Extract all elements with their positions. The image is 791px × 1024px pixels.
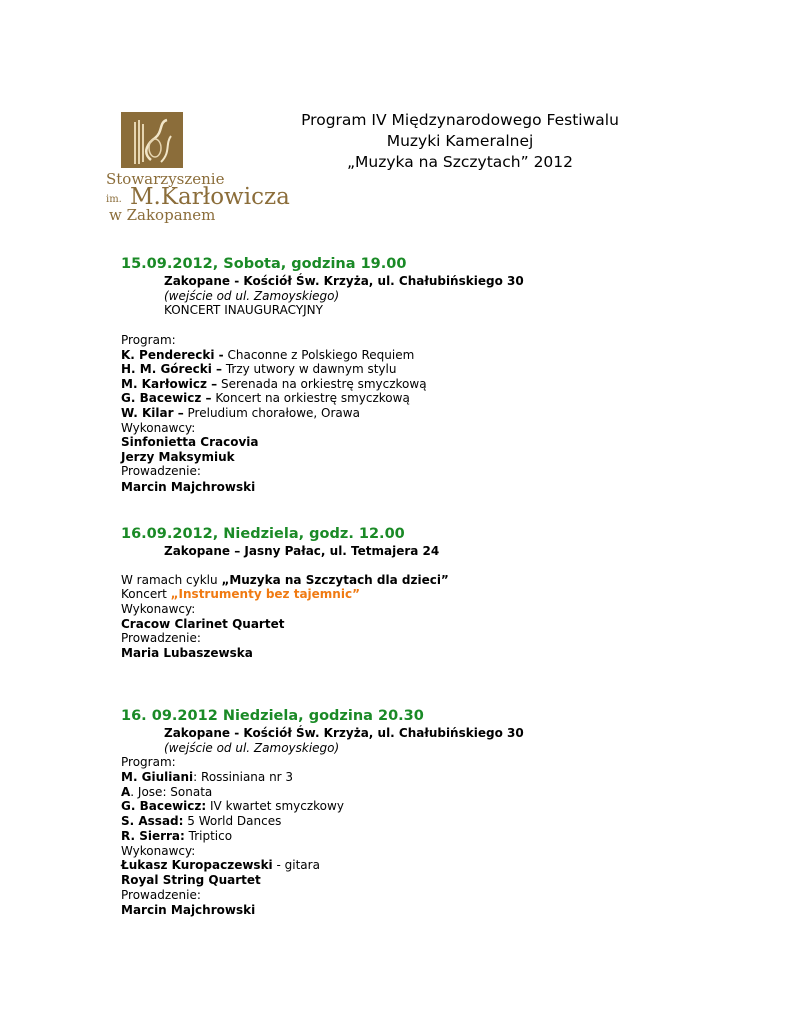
composer: W. Kilar –	[121, 406, 184, 420]
event-1-venue: Zakopane - Kościół Św. Krzyża, ul. Chałubińskiego 30	[164, 274, 524, 288]
performer-name: Łukasz Kuropaczewski	[121, 858, 273, 872]
work: Chaconne z Polskiego Requiem	[223, 348, 415, 362]
composer: M. Giuliani	[121, 770, 194, 784]
event-2-heading: 16.09.2012, Niedziela, godz. 12.00	[121, 526, 405, 542]
composer: G. Bacewicz –	[121, 391, 212, 405]
program-item	[121, 814, 281, 829]
event-3-heading: 16. 09.2012 Niedziela, godzina 20.30	[121, 708, 424, 724]
event-1-concert-title: KONCERT INAUGURACYJNY	[164, 303, 323, 317]
composer: R. Sierra:	[121, 829, 185, 843]
event-3-program-label: Program:	[121, 755, 176, 769]
event-2-host: Maria Lubaszewska	[121, 646, 253, 660]
work: : Rossiniana nr 3	[193, 770, 294, 784]
program-item	[121, 348, 414, 363]
program-item	[121, 799, 344, 814]
work: Trzy utwory w dawnym stylu	[222, 362, 397, 376]
program-item	[121, 785, 212, 800]
program-item	[121, 377, 427, 392]
logo-text-stowarzyszenie: Stowarzyszenie	[106, 170, 225, 188]
composer: H. M. Górecki –	[121, 362, 222, 376]
composer: S. Assad:	[121, 814, 184, 828]
event-1-entrance: (wejście od ul. Zamoyskiego)	[164, 289, 340, 303]
composer: K. Penderecki -	[121, 348, 224, 362]
concert-name: „Instrumenty bez tajemnic”	[170, 587, 360, 601]
event-3-entrance: (wejście od ul. Zamoyskiego)	[164, 741, 340, 755]
logo-text-karlowicza: M.Karłowicza	[130, 184, 290, 210]
composer: G. Bacewicz:	[121, 799, 207, 813]
work: . Jose: Sonata	[130, 785, 213, 799]
logo-text-zakopane: w Zakopanem	[109, 206, 216, 224]
event-1-performer-1: Sinfonietta Cracovia	[121, 435, 259, 449]
cycle-prefix: W ramach cyklu	[121, 573, 222, 587]
work: Koncert na orkiestrę smyczkową	[211, 391, 410, 405]
event-1-performers-label: Wykonawcy:	[121, 421, 196, 435]
composer: M. Karłowicz –	[121, 377, 218, 391]
event-3-performer-1	[121, 858, 320, 873]
title-line-2: Muzyki Kameralnej	[386, 132, 534, 150]
work: IV kwartet smyczkowy	[206, 799, 344, 813]
violin-logo-icon	[121, 112, 183, 168]
title-line-3: „Muzyka na Szczytach” 2012	[346, 153, 574, 171]
performer-role: - gitara	[272, 858, 320, 872]
event-2-performers-label: Wykonawcy:	[121, 602, 196, 616]
event-2-venue: Zakopane – Jasny Pałac, ul. Tetmajera 24	[164, 544, 440, 558]
event-2-cycle	[121, 573, 449, 588]
event-1-performer-2: Jerzy Maksymiuk	[121, 450, 235, 464]
program-item	[121, 406, 360, 421]
program-item	[121, 829, 232, 844]
work: Triptico	[184, 829, 233, 843]
work: Serenada na orkiestrę smyczkową	[217, 377, 427, 391]
event-1-heading: 15.09.2012, Sobota, godzina 19.00	[121, 256, 407, 272]
event-3-host-label: Prowadzenie:	[121, 888, 201, 902]
composer: A	[121, 785, 131, 799]
work: Preludium chorałowe, Orawa	[183, 406, 360, 420]
title-line-1: Program IV Międzynarodowego Festiwalu	[301, 111, 619, 129]
event-3-venue: Zakopane - Kościół Św. Krzyża, ul. Chałubińskiego 30	[164, 726, 524, 740]
program-item	[121, 770, 293, 785]
event-2-host-label: Prowadzenie:	[121, 631, 201, 645]
cycle-name: „Muzyka na Szczytach dla dzieci”	[221, 573, 449, 587]
logo-text-im: im.	[106, 194, 122, 205]
event-3-host: Marcin Majchrowski	[121, 903, 256, 917]
program-item	[121, 362, 396, 377]
event-3-performer-2: Royal String Quartet	[121, 873, 261, 887]
event-1-program-label: Program:	[121, 333, 176, 347]
concert-prefix: Koncert	[121, 587, 171, 601]
program-item	[121, 391, 410, 406]
event-3-performers-label: Wykonawcy:	[121, 844, 196, 858]
association-logo	[103, 108, 290, 230]
work: 5 World Dances	[183, 814, 282, 828]
event-2-concert	[121, 587, 360, 602]
event-1-host: Marcin Majchrowski	[121, 480, 256, 494]
event-1-host-label: Prowadzenie:	[121, 464, 201, 478]
event-2-performer: Cracow Clarinet Quartet	[121, 617, 285, 631]
page-title	[255, 110, 665, 173]
